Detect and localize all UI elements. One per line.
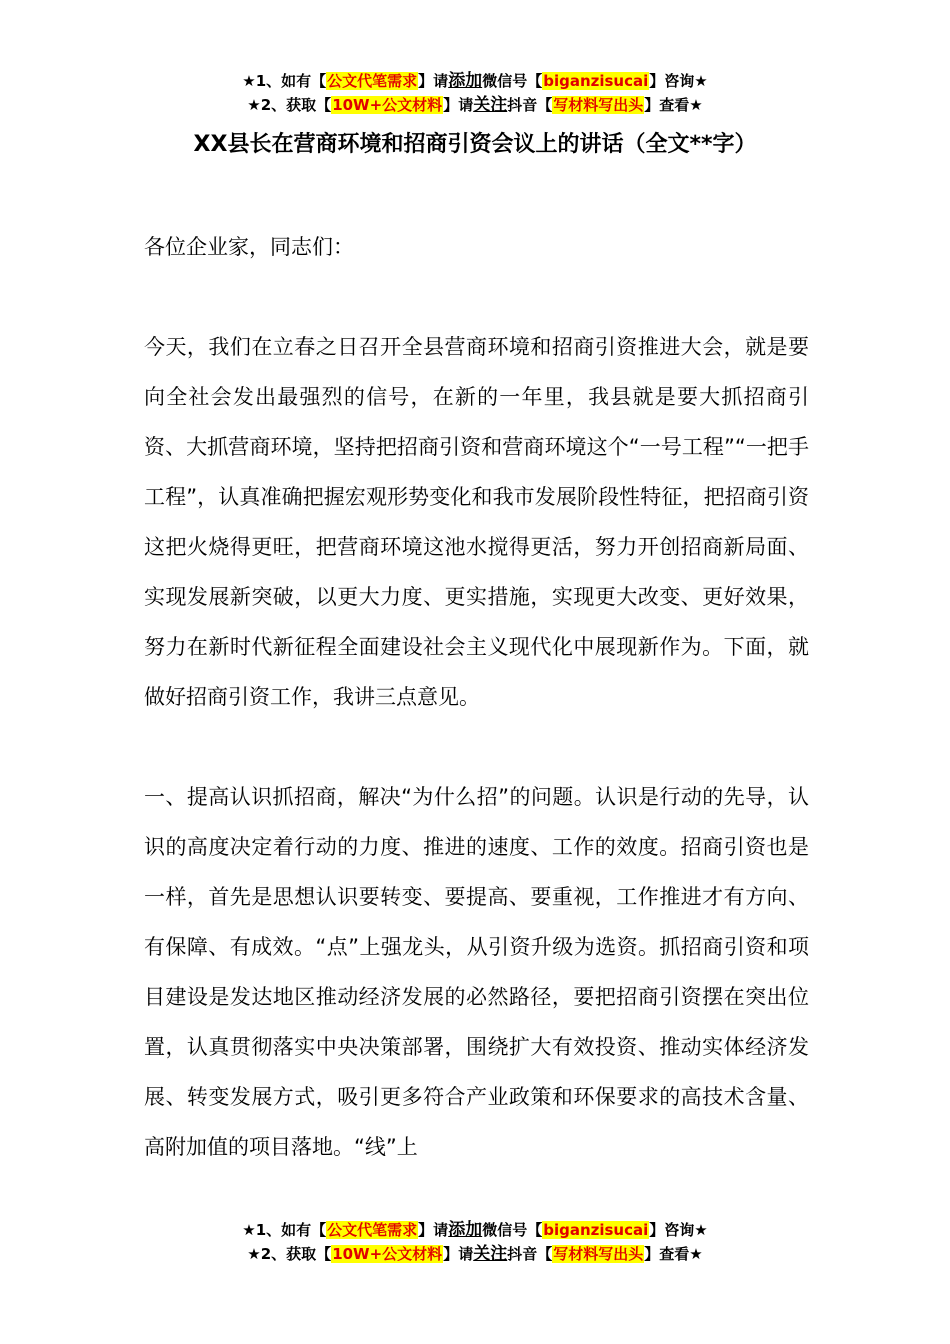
banner-text: ★1、如有【 [242,1221,327,1239]
wechat-id-highlight: biganzisucai [543,1221,649,1239]
banner-emphasis: 关注 [473,95,508,115]
banner-text: 】咨询★ [649,1221,708,1239]
footer-banner [0,1218,950,1266]
paragraph: 今天，我们在立春之日召开全县营商环境和招商引资推进大会，就是要向全社会发出最强烈的信号，在新的一年里，我县就是要大抓招商引资、大抓营商环境，坚持把招商引资和营商环境这个“一号工程”“一把手工程”，认真准确把握宏观形势变化和我市发展阶段性特征，把招商引资这把火烧得更旺，把营商环境这池水搅得更活，努力开创招商新局面、实现发展新突破，以更大力度、更实措施，实现更大改变、更好效果，努力在新时代新征程全面建设社会主义现代化中展现新作为。下面，就做好招商引资工作，我讲三点意见。 [144,335,809,709]
banner-line-2 [0,1242,950,1266]
banner-text: 】查看★ [644,1245,703,1263]
banner-text: 抖音【 [507,96,553,114]
banner-line-2 [0,93,950,117]
banner-line-1 [0,1218,950,1242]
banner-text: ★2、获取【 [247,1245,332,1263]
banner-emphasis: 添加 [448,71,483,91]
banner-text: 】请 [418,1221,449,1239]
banner-emphasis: 添加 [448,1220,483,1240]
banner-text: 微信号【 [482,1221,543,1239]
banner-text: 】请 [443,96,474,114]
header-banner [0,69,950,117]
banner-text: 抖音【 [507,1245,553,1263]
document-title: XX县长在营商环境和招商引资会议上的讲话（全文**字） [193,132,757,157]
banner-emphasis: 关注 [473,1244,508,1264]
banner-text: ★1、如有【 [242,72,327,90]
greeting: 各位企业家，同志们： [144,235,354,259]
banner-text: 微信号【 [482,72,543,90]
banner-highlight: 公文代笔需求 [327,72,418,90]
banner-highlight: 10W+公文材料 [332,96,443,114]
banner-highlight: 公文代笔需求 [327,1221,418,1239]
banner-text: 】查看★ [644,96,703,114]
banner-text: 】请 [418,72,449,90]
document-body [144,222,809,1222]
banner-text: ★2、获取【 [247,96,332,114]
douyin-id-highlight: 写材料写出头 [553,96,644,114]
banner-text: 】咨询★ [649,72,708,90]
paragraph: 一、提高认识抓招商，解决“为什么招”的问题。认识是行动的先导，认识的高度决定着行动的力度、推进的速度、工作的效度。招商引资也是一样，首先是思想认识要转变、要提高、要重视，工作推进才有方向、有保障、有成效。“点”上强龙头，从引资升级为选资。抓招商引资和项目建设是发达地区推动经济发展的必然路径，要把招商引资摆在突出位置，认真贯彻落实中央决策部署，围绕扩大有效投资、推动实体经济发展、转变发展方式，吸引更多符合产业政策和环保要求的高技术含量、高附加值的项目落地。“线”上 [144,785,809,1159]
banner-line-1 [0,69,950,93]
banner-text: 】请 [443,1245,474,1263]
wechat-id-highlight: biganzisucai [543,72,649,90]
douyin-id-highlight: 写材料写出头 [553,1245,644,1263]
banner-highlight: 10W+公文材料 [332,1245,443,1263]
